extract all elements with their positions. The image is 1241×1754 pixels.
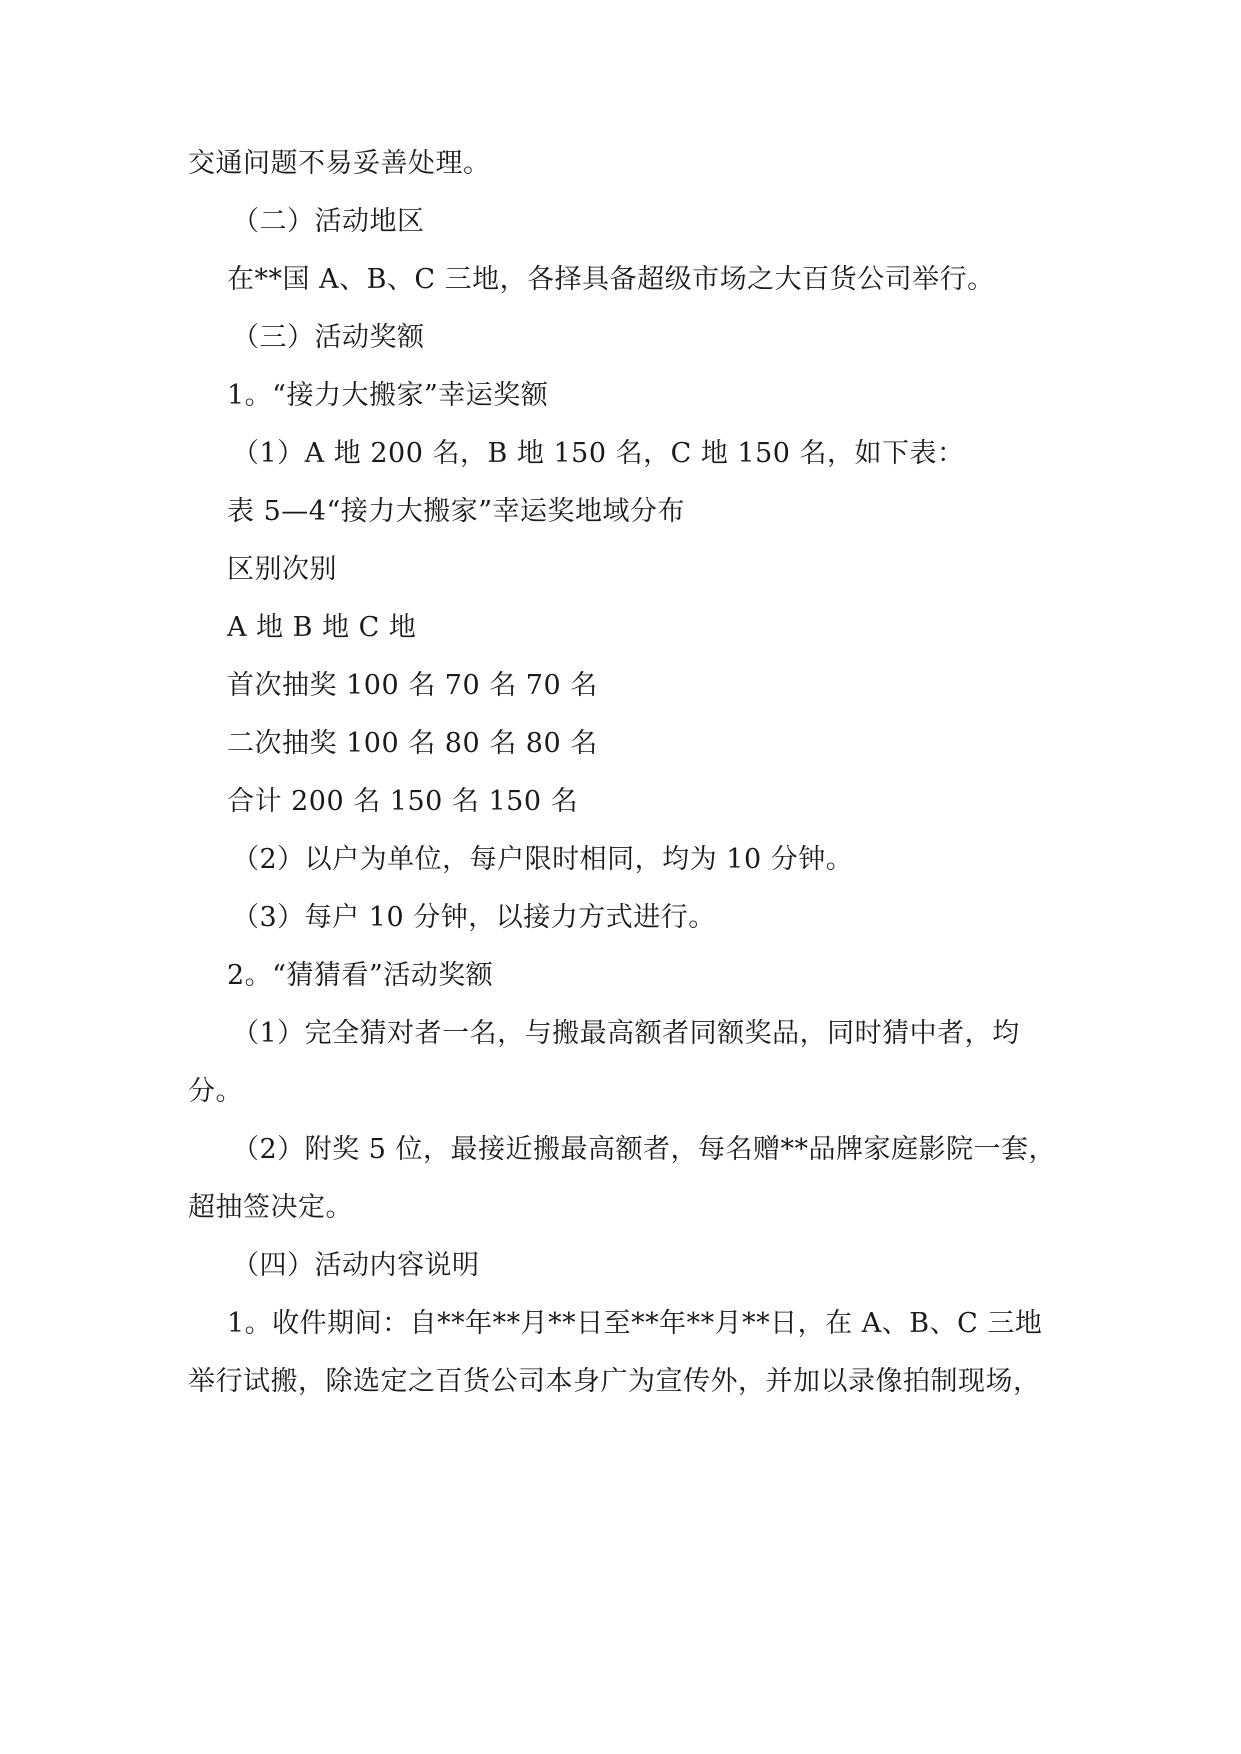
paragraph-line: （2）附奖 5 位，最接近搬最高额者，每名赠**品牌家庭影院一套， (232, 1134, 1057, 1165)
table-row: 合计 200 名 150 名 150 名 (227, 786, 579, 817)
paragraph-line: 举行试搬，除选定之百货公司本身广为宣传外，并加以录像拍制现场， (188, 1366, 1041, 1397)
section-heading: （四）活动内容说明 (232, 1250, 480, 1281)
paragraph-line: （1）A 地 200 名，B 地 150 名，C 地 150 名，如下表： (232, 438, 965, 469)
paragraph-line: （1）完全猜对者一名，与搬最高额者同额奖品，同时猜中者，均 (232, 1018, 1020, 1049)
paragraph-line: 超抽签决定。 (188, 1192, 353, 1223)
table-row: 首次抽奖 100 名 70 名 70 名 (227, 670, 598, 701)
paragraph-line: 分。 (188, 1076, 243, 1107)
table-row: 二次抽奖 100 名 80 名 80 名 (227, 728, 598, 759)
section-heading: （二）活动地区 (232, 206, 425, 237)
subsection-heading: 1。“接力大搬家”幸运奖额 (227, 380, 549, 411)
table-row: A 地 B 地 C 地 (227, 612, 417, 643)
subsection-heading: 2。“猜猜看”活动奖额 (227, 960, 494, 991)
paragraph-line: 交通问题不易妥善处理。 (188, 148, 491, 179)
paragraph-line: 1。收件期间：自**年**月**日至**年**月**日，在 A、B、C 三地 (227, 1308, 1043, 1339)
paragraph-line: （3）每户 10 分钟，以接力方式进行。 (232, 902, 716, 933)
table-caption: 表 5—4“接力大搬家”幸运奖地域分布 (227, 496, 686, 527)
table-row: 区别次别 (227, 554, 337, 585)
paragraph-line: （2）以户为单位，每户限时相同，均为 10 分钟。 (232, 844, 854, 875)
paragraph-line: 在**国 A、B、C 三地，各择具备超级市场之大百货公司举行。 (227, 264, 995, 295)
section-heading: （三）活动奖额 (232, 322, 425, 353)
